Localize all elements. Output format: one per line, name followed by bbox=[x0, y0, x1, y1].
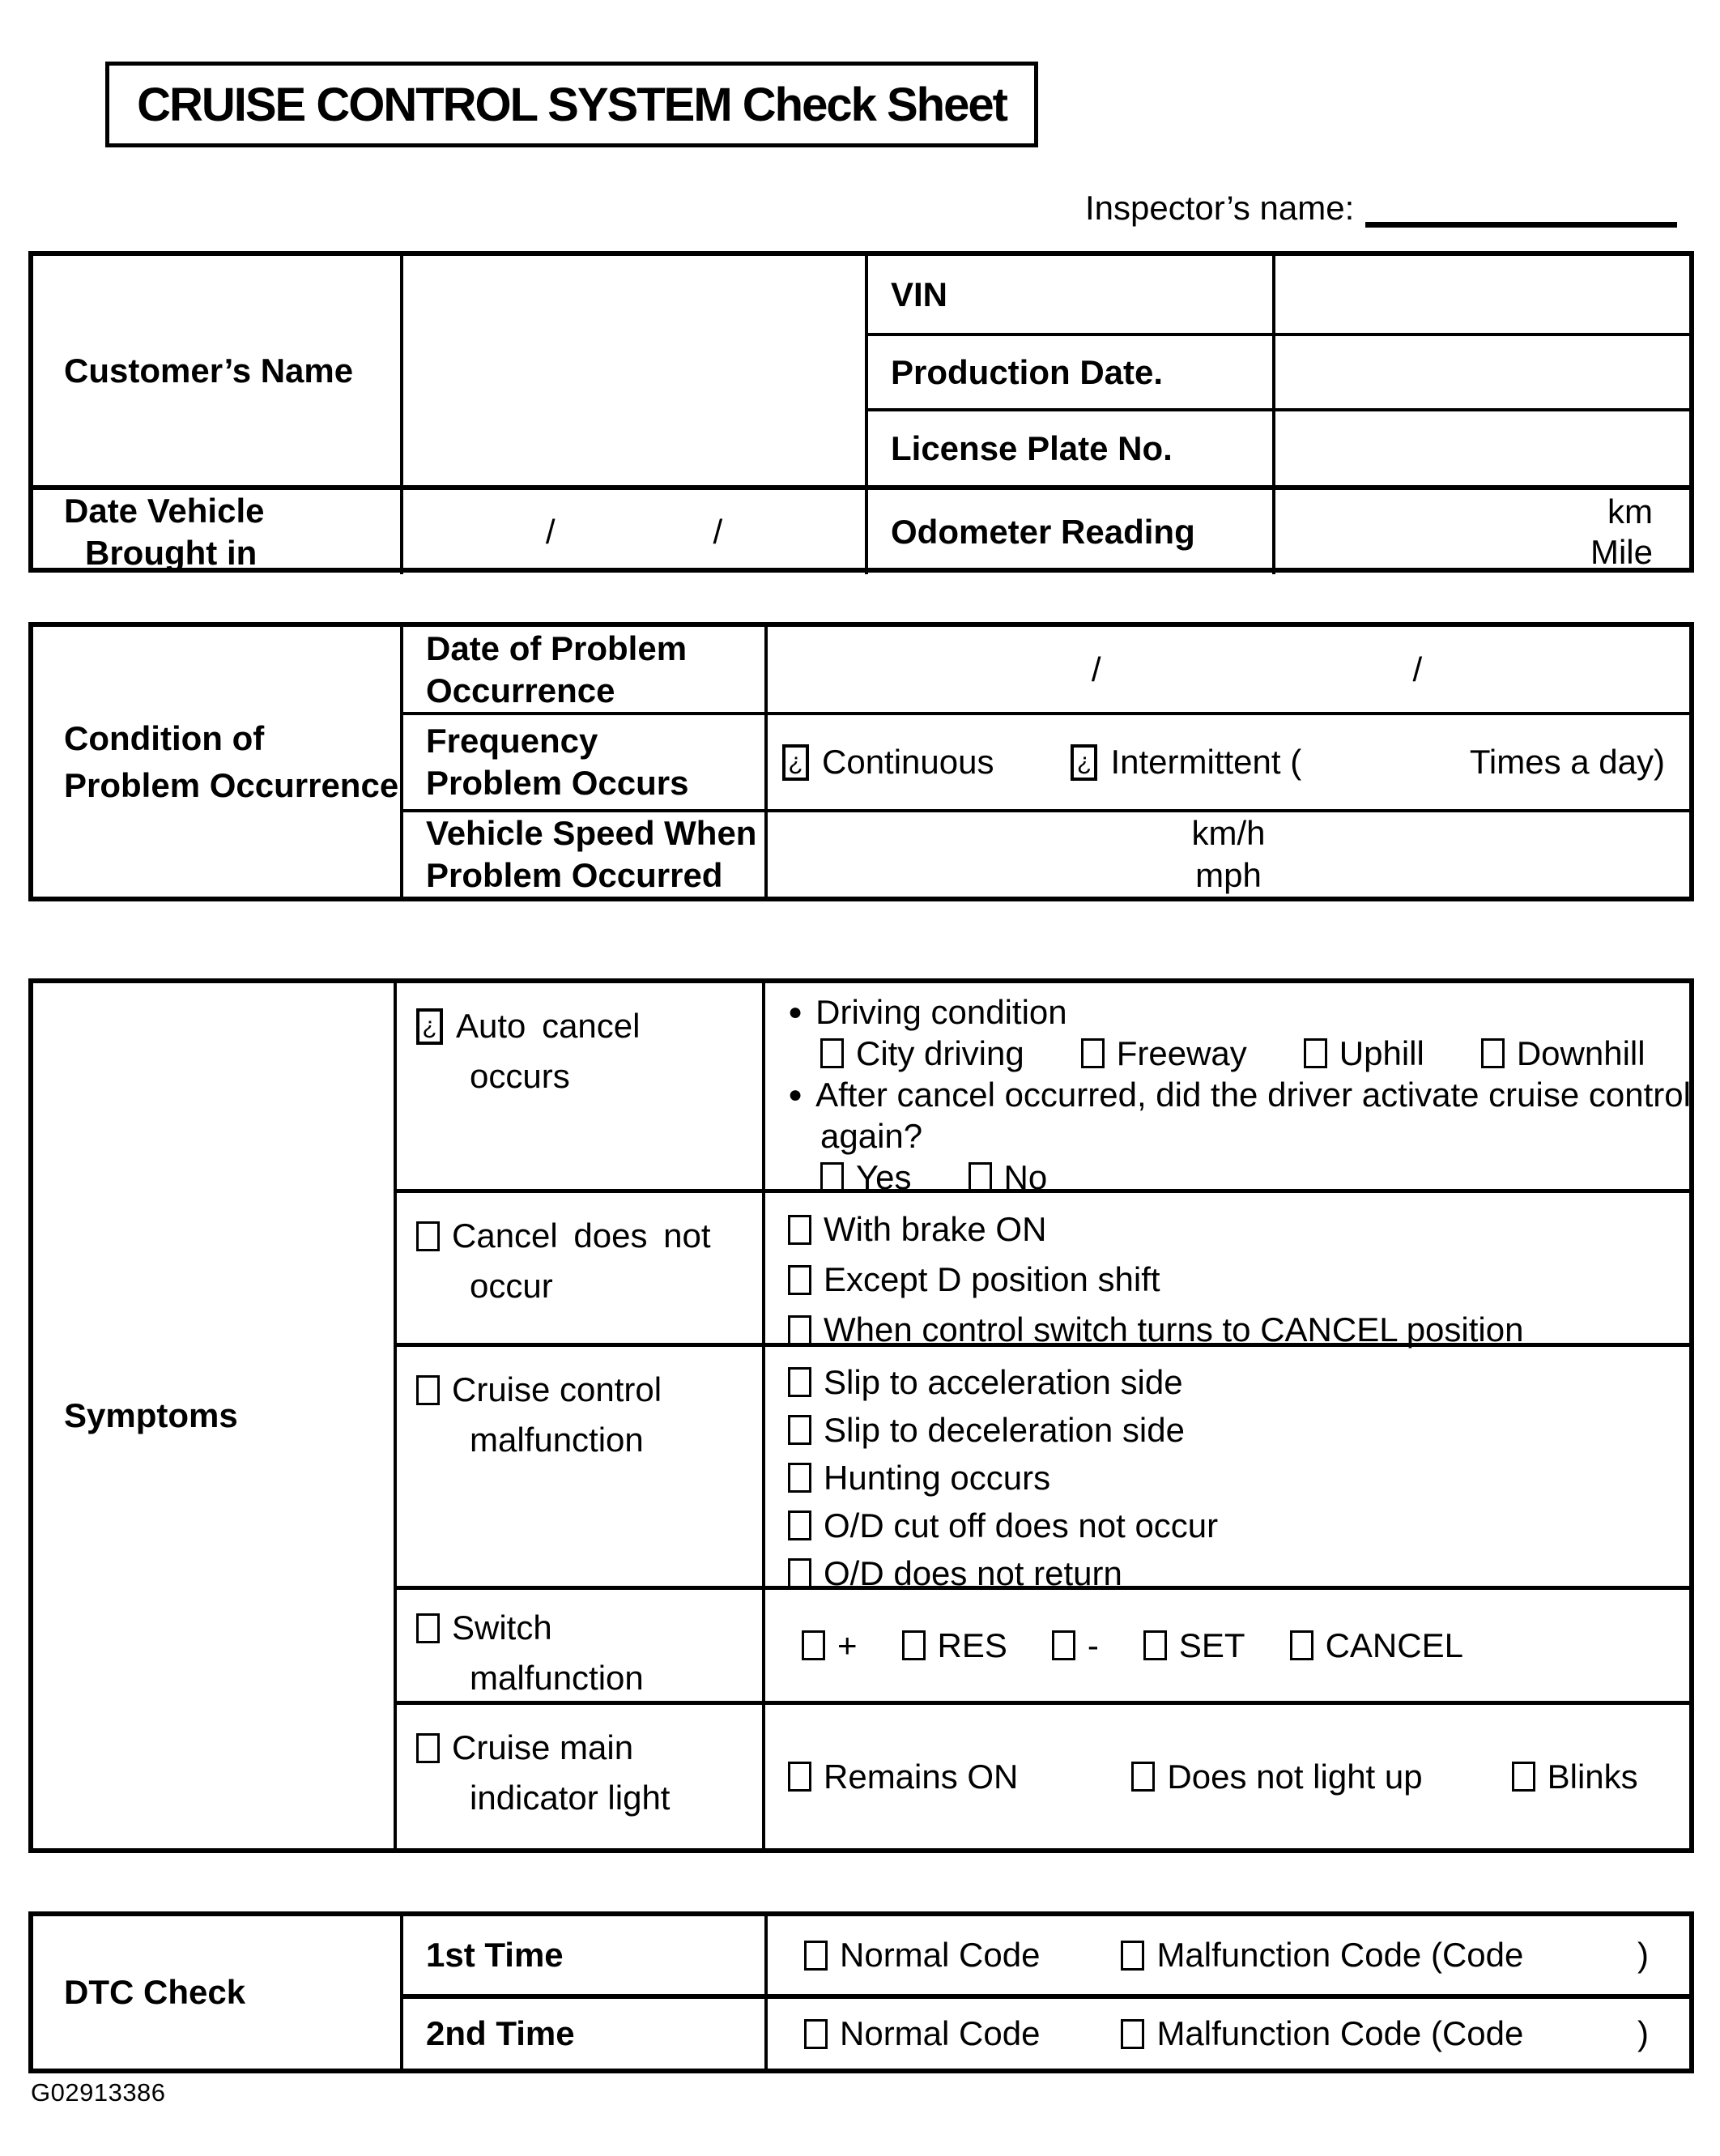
frequency-label-cell bbox=[400, 712, 764, 809]
set-label: SET bbox=[1178, 1626, 1245, 1664]
symptoms-table bbox=[28, 978, 1694, 1853]
checkbox-city-driving[interactable] bbox=[820, 1038, 844, 1068]
date-brought-in-label-line2: Brought in bbox=[85, 534, 258, 572]
cancel-not-occur-label-cell bbox=[394, 1189, 762, 1343]
checkbox-normal-code-2[interactable] bbox=[804, 2019, 828, 2049]
vehicle-info-table bbox=[28, 251, 1694, 573]
auto-cancel-detail-cell bbox=[762, 983, 1691, 1196]
no-label: No bbox=[1003, 1158, 1048, 1196]
first-time-label: 1st Time bbox=[426, 1936, 564, 1974]
indicator-light-label-cell bbox=[394, 1701, 762, 1848]
dtc-check-label: DTC Check bbox=[64, 1973, 246, 2011]
dtc-first-time-value-cell bbox=[764, 1916, 1689, 1994]
dtc-second-time-value-cell bbox=[764, 1994, 1689, 2069]
odometer-unit-mile: Mile bbox=[1590, 533, 1653, 572]
date-brought-in-value-cell[interactable] bbox=[400, 485, 865, 574]
production-date-label-cell bbox=[865, 333, 1272, 408]
city-driving-label: City driving bbox=[856, 1034, 1024, 1072]
close-paren-2: ) bbox=[1637, 2014, 1649, 2052]
customer-name-label-cell bbox=[33, 256, 400, 485]
od-cut-off-label: O/D cut off does not occur bbox=[824, 1506, 1219, 1545]
checkbox-slip-acceleration[interactable] bbox=[788, 1367, 811, 1397]
intermittent-label: Intermittent ( bbox=[1110, 743, 1302, 781]
res-label: RES bbox=[937, 1626, 1007, 1664]
switch-malfunction-label-line2: malfunction bbox=[470, 1659, 644, 1697]
checkbox-cruise-main-indicator[interactable] bbox=[416, 1733, 440, 1763]
odometer-value-cell[interactable] bbox=[1272, 485, 1689, 574]
checkbox-plus[interactable] bbox=[802, 1630, 825, 1660]
plus-label: + bbox=[837, 1626, 858, 1664]
close-paren-1: ) bbox=[1637, 1936, 1649, 1974]
date-slash-1: / bbox=[545, 513, 556, 551]
switch-malfunction-label-cell bbox=[394, 1586, 762, 1701]
symptoms-section-label-cell bbox=[33, 983, 394, 1848]
dtc-section-label-cell bbox=[33, 1916, 400, 2069]
production-date-label: Production Date. bbox=[891, 352, 1164, 391]
checkbox-hunting-occurs[interactable] bbox=[788, 1463, 811, 1493]
cancel-not-occur-detail-cell bbox=[762, 1189, 1691, 1349]
checkbox-yes[interactable] bbox=[820, 1162, 844, 1192]
condition-label-line1: Condition of bbox=[64, 718, 265, 757]
checkbox-with-brake-on[interactable] bbox=[788, 1215, 811, 1245]
condition-section-label-cell bbox=[33, 627, 400, 897]
speed-unit-mph: mph bbox=[1195, 856, 1262, 894]
freeway-label: Freeway bbox=[1116, 1034, 1247, 1072]
checkbox-malfunction-code-2[interactable] bbox=[1121, 2019, 1144, 2049]
cruise-malfunction-label-line2: malfunction bbox=[470, 1421, 644, 1459]
cancel-not-occur-label-line1: Cancel does not bbox=[452, 1216, 711, 1255]
problem-date-slash-1: / bbox=[1091, 650, 1101, 688]
checkbox-uphill[interactable] bbox=[1304, 1038, 1327, 1068]
auto-cancel-label-cell bbox=[394, 983, 762, 1189]
dtc-check-table bbox=[28, 1911, 1694, 2073]
problem-date-value-cell[interactable] bbox=[764, 627, 1689, 712]
after-cancel-question-line2: again? bbox=[820, 1117, 923, 1155]
dtc-second-time-label-cell bbox=[400, 1994, 764, 2069]
date-brought-in-label-cell bbox=[33, 485, 400, 574]
checkbox-od-cut-off[interactable] bbox=[788, 1510, 811, 1540]
license-plate-label-cell bbox=[865, 408, 1272, 485]
with-brake-on-label: With brake ON bbox=[824, 1210, 1047, 1248]
checkbox-freeway[interactable] bbox=[1081, 1038, 1105, 1068]
checkbox-cancel-switch[interactable] bbox=[1290, 1630, 1313, 1660]
checkbox-blinks[interactable] bbox=[1512, 1762, 1535, 1792]
title-box bbox=[105, 62, 1038, 147]
frequency-label-line2: Problem Occurs bbox=[426, 764, 689, 802]
license-plate-value-cell[interactable] bbox=[1272, 408, 1689, 485]
checkbox-set[interactable] bbox=[1143, 1630, 1167, 1660]
checkbox-no[interactable] bbox=[969, 1162, 992, 1192]
indicator-light-label-line1: Cruise main bbox=[452, 1728, 634, 1766]
uphill-label: Uphill bbox=[1339, 1034, 1424, 1072]
hunting-occurs-label: Hunting occurs bbox=[824, 1459, 1051, 1497]
does-not-light-label: Does not light up bbox=[1167, 1757, 1423, 1796]
vehicle-speed-label-line1: Vehicle Speed When bbox=[426, 814, 757, 852]
speed-unit-kmh: km/h bbox=[1191, 814, 1266, 852]
inspector-name-field[interactable] bbox=[1365, 180, 1677, 228]
slip-acceleration-label: Slip to acceleration side bbox=[824, 1363, 1183, 1401]
checkbox-auto-cancel-occurs[interactable]: ¿ bbox=[416, 1008, 443, 1045]
auto-cancel-label-line1: Auto cancel bbox=[456, 1007, 641, 1045]
vin-value-cell[interactable] bbox=[1272, 256, 1689, 333]
vehicle-speed-value-cell[interactable] bbox=[764, 809, 1689, 897]
continuous-label: Continuous bbox=[822, 743, 994, 781]
vin-label-cell bbox=[865, 256, 1272, 333]
checkbox-res[interactable] bbox=[902, 1630, 926, 1660]
bullet-icon: ● bbox=[788, 999, 803, 1025]
page-title: CRUISE CONTROL SYSTEM Check Sheet bbox=[137, 78, 1007, 131]
condition-label-line2: Problem Occurrence bbox=[64, 765, 399, 804]
control-switch-cancel-label: When control switch turns to CANCEL position bbox=[824, 1310, 1524, 1349]
times-a-day-label: Times a day) bbox=[1469, 743, 1665, 781]
checkbox-control-switch-cancel[interactable] bbox=[788, 1315, 811, 1345]
problem-date-label-cell bbox=[400, 627, 764, 712]
except-d-position-label: Except D position shift bbox=[824, 1260, 1160, 1298]
inspector-row bbox=[1085, 180, 1677, 228]
malfunction-code-label-1: Malfunction Code (Code bbox=[1156, 1936, 1524, 1974]
license-plate-label: License Plate No. bbox=[891, 428, 1173, 467]
od-not-return-label: O/D does not return bbox=[824, 1554, 1122, 1592]
problem-date-label-line1: Date of Problem bbox=[426, 628, 688, 667]
slip-deceleration-label: Slip to deceleration side bbox=[824, 1411, 1185, 1449]
checkbox-minus[interactable] bbox=[1052, 1630, 1075, 1660]
after-cancel-question-line1: After cancel occurred, did the driver activate cruise control bbox=[815, 1076, 1691, 1114]
indicator-light-label-line2: indicator light bbox=[470, 1779, 671, 1817]
yes-label: Yes bbox=[856, 1158, 912, 1196]
frequency-label-line1: Frequency bbox=[426, 722, 598, 760]
problem-date-label-line2: Occurrence bbox=[426, 671, 615, 709]
customer-name-label: Customer’s Name bbox=[64, 351, 354, 390]
inspector-name-label: Inspector’s name: bbox=[1085, 189, 1355, 227]
second-time-label: 2nd Time bbox=[426, 2014, 575, 2052]
odometer-label-cell bbox=[865, 485, 1272, 574]
cruise-malfunction-detail-cell bbox=[762, 1343, 1691, 1592]
checkbox-cancel-does-not-occur[interactable] bbox=[416, 1221, 440, 1251]
checkbox-does-not-light[interactable] bbox=[1131, 1762, 1155, 1792]
auto-cancel-label-line2: occurs bbox=[470, 1057, 570, 1095]
indicator-light-detail-cell bbox=[762, 1701, 1691, 1848]
cruise-malfunction-label-cell bbox=[394, 1343, 762, 1586]
cruise-malfunction-label-line1: Cruise control bbox=[452, 1370, 662, 1408]
normal-code-label-2: Normal Code bbox=[840, 2014, 1041, 2052]
remains-on-label: Remains ON bbox=[824, 1757, 1019, 1796]
customer-name-value-cell[interactable] bbox=[400, 256, 865, 485]
cancel-switch-label: CANCEL bbox=[1325, 1626, 1463, 1664]
checkbox-remains-on[interactable] bbox=[788, 1762, 811, 1792]
cancel-not-occur-label-line2: occur bbox=[470, 1267, 553, 1305]
driving-condition-label: Driving condition bbox=[815, 993, 1067, 1031]
switch-malfunction-label-line1: Switch bbox=[452, 1608, 552, 1647]
vin-label: VIN bbox=[891, 275, 948, 313]
checkbox-od-not-return[interactable] bbox=[788, 1558, 811, 1588]
downhill-label: Downhill bbox=[1516, 1034, 1645, 1072]
vehicle-speed-label-line2: Problem Occurred bbox=[426, 856, 723, 894]
checkbox-malfunction-code-1[interactable] bbox=[1121, 1941, 1144, 1971]
blinks-label: Blinks bbox=[1547, 1757, 1638, 1796]
normal-code-label-1: Normal Code bbox=[840, 1936, 1041, 1974]
checkbox-intermittent[interactable]: ¿ bbox=[1071, 744, 1097, 781]
malfunction-code-label-2: Malfunction Code (Code bbox=[1156, 2014, 1524, 2052]
checkbox-continuous[interactable]: ¿ bbox=[782, 744, 809, 781]
problem-date-slash-2: / bbox=[1412, 650, 1423, 688]
production-date-value-cell[interactable] bbox=[1272, 333, 1689, 408]
checkbox-normal-code-1[interactable] bbox=[804, 1941, 828, 1971]
minus-label: - bbox=[1087, 1626, 1099, 1664]
frequency-value-cell bbox=[764, 712, 1689, 809]
figure-code: G02913386 bbox=[31, 2078, 166, 2107]
odometer-label: Odometer Reading bbox=[891, 513, 1195, 551]
checkbox-slip-deceleration[interactable] bbox=[788, 1415, 811, 1445]
condition-table bbox=[28, 622, 1694, 901]
symptoms-label: Symptoms bbox=[64, 1396, 238, 1434]
date-slash-2: / bbox=[713, 513, 723, 551]
checkbox-switch-malfunction[interactable] bbox=[416, 1613, 440, 1643]
vehicle-speed-label-cell bbox=[400, 809, 764, 897]
checkbox-downhill[interactable] bbox=[1481, 1038, 1505, 1068]
bullet-icon: ● bbox=[788, 1081, 803, 1108]
switch-malfunction-detail-cell bbox=[762, 1586, 1691, 1701]
date-brought-in-label-line1: Date Vehicle bbox=[64, 492, 265, 530]
checkbox-cruise-control-malfunction[interactable] bbox=[416, 1375, 440, 1405]
checkbox-except-d-position[interactable] bbox=[788, 1265, 811, 1295]
dtc-first-time-label-cell bbox=[400, 1916, 764, 1994]
odometer-unit-km: km bbox=[1607, 492, 1653, 530]
